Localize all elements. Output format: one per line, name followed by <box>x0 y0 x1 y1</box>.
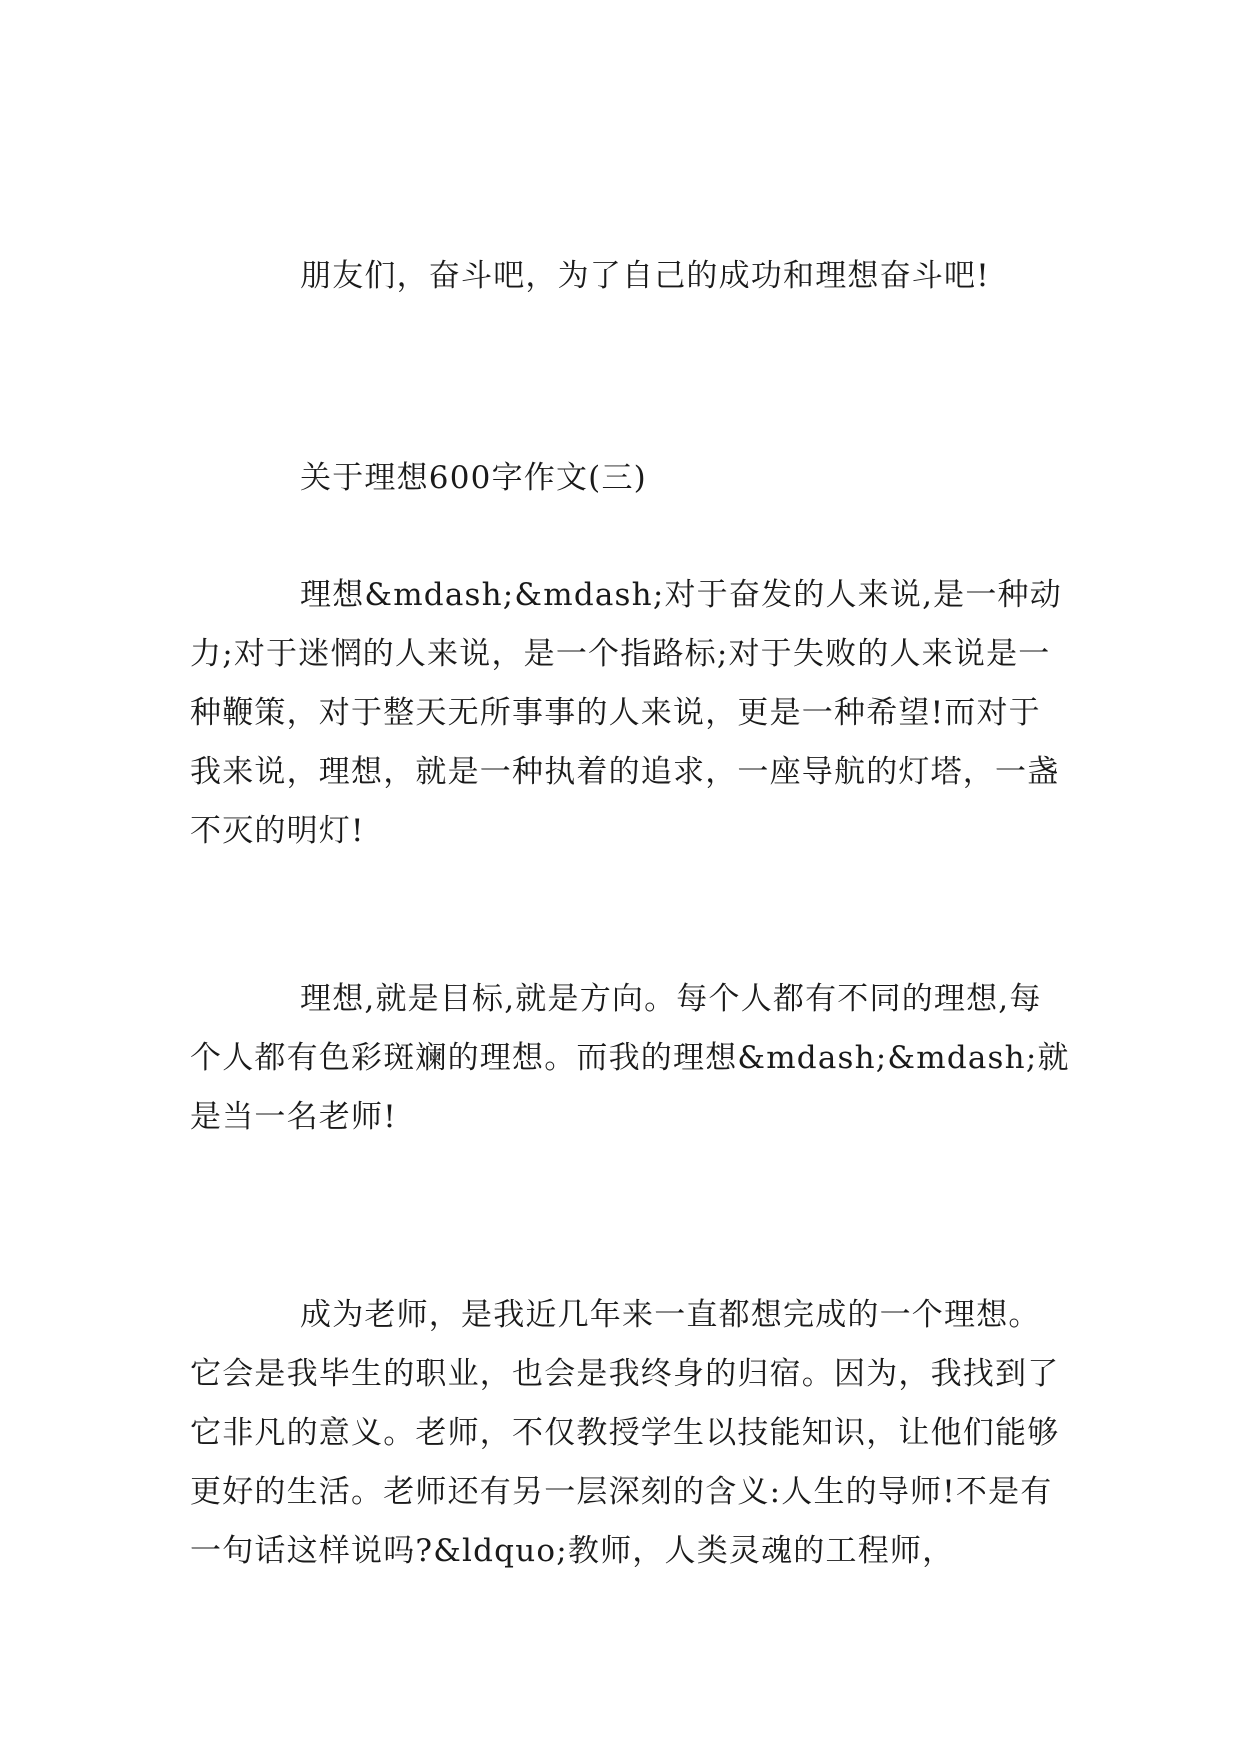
closing-sentence: 朋友们，奋斗吧，为了自己的成功和理想奋斗吧! <box>300 258 990 294</box>
body-paragraph-ideal-meaning: 理想&mdash;&mdash;对于奋发的人来说,是一种动力;对于迷惘的人来说，是一个指路标;对于失败的人来说是一种鞭策，对于整天无所事事的人来说，更是一种希望!而对于我来说，理想，就是一种执着的追求，一座导航的灯塔，一盏不灭的明灯! <box>190 577 1062 849</box>
body-paragraph-becoming-teacher: 成为老师，是我近几年来一直都想完成的一个理想。它会是我毕生的职业，也会是我终身的归宿。因为，我找到了它非凡的意义。老师，不仅教授学生以技能知识，让他们能够更好的生活。老师还有另一层深刻的含义:人生的导师!不是有一句话这样说吗?&ldquo;教师，人类灵魂的工程师， <box>190 1297 1060 1569</box>
section-heading: 关于理想600字作文(三) <box>300 460 647 496</box>
body-paragraph-my-ideal: 理想,就是目标,就是方向。每个人都有不同的理想,每个人都有色彩斑斓的理想。而我的理想&mdash;&mdash;就是当一名老师! <box>190 981 1070 1135</box>
